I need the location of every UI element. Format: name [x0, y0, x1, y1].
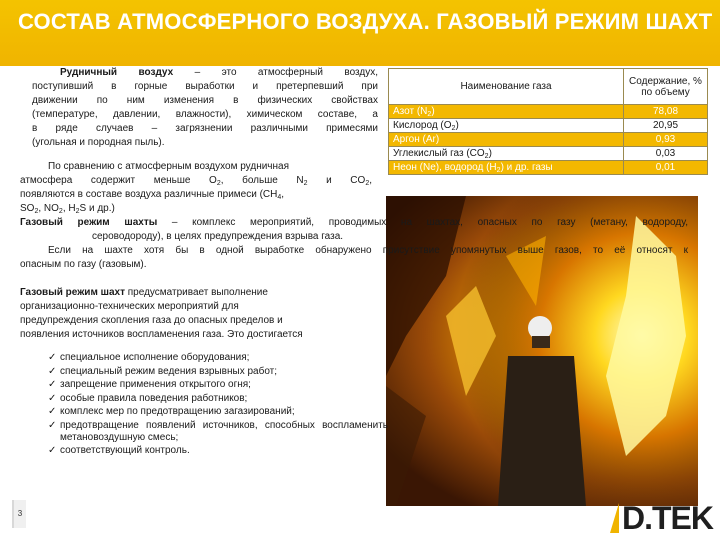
- intro-line-3: движении по ним изменения в физических свойствах: [32, 95, 378, 106]
- gas-name: Кислород $(O_2)$: [389, 119, 624, 133]
- intro-line-2: поступивший в горные выработки и претерпевший при: [32, 81, 378, 92]
- list-item: ✓ специальное исполнение оборудования;: [48, 352, 250, 363]
- regime-desc-term: Газовый режим шахт: [20, 287, 125, 298]
- table-row: [389, 105, 708, 119]
- intro-line-1: [32, 66, 378, 79]
- list-item: ✓ соответствующий контроль.: [48, 445, 190, 456]
- gas-value: 0,01: [624, 161, 708, 175]
- regime-desc-line-1: Газовый режим шахт предусматривает выполнение: [20, 287, 268, 298]
- intro-line-4: (температуре, давлении, влажности), химическом составе, а: [32, 109, 378, 120]
- list-item: ✓ специальный режим ведения взрывных работ;: [48, 365, 278, 377]
- gas-name: Азот $(N_2)$: [389, 105, 624, 119]
- gas-name: Углекислый газ $(CO_2)$: [389, 147, 624, 161]
- comparison-line-3: появляются в составе воздуха различные примеси ($CH_4$,: [20, 189, 285, 201]
- measures-checklist: [48, 352, 388, 459]
- comparison-line-2: атмосфера содержит меньше $O_2$, больше $N_2$ и $CO_2$,: [20, 175, 372, 187]
- gas-regime-line-3: Если на шахте хотя бы в одной выработке обнаружено присутствие упомянутых выше газов, то её относят к: [48, 245, 688, 256]
- list-item: ✓ комплекс мер по предотвращению загазирований;: [48, 406, 295, 417]
- check-icon: ✓: [48, 406, 57, 417]
- gas-composition-table: [388, 68, 708, 175]
- gas-name: Аргон (Ar): [389, 133, 624, 147]
- list-item: ✓ особые правила поведения работников;: [48, 392, 248, 404]
- table-row: [389, 161, 708, 175]
- gas-value: 78,08: [624, 105, 708, 119]
- check-icon: ✓: [48, 419, 57, 431]
- table-header-row: [389, 69, 708, 105]
- list-item: ✓ запрещение применения открытого огня;: [48, 379, 251, 390]
- gas-value: 0,93: [624, 133, 708, 147]
- gas-regime-line-2: сероводороду), в целях предупреждения взрыва газа.: [92, 231, 344, 242]
- gas-regime-term: Газовый режим шахты: [20, 217, 158, 228]
- gas-name: Неон (Ne), водород $(H_2)$ и др. газы: [389, 161, 624, 175]
- header-gas-name: Наименование газа: [389, 69, 624, 105]
- check-icon: ✓: [48, 445, 57, 456]
- gas-value: 20,95: [624, 119, 708, 133]
- table-row: [389, 147, 708, 161]
- logo-text: D.TEK: [622, 500, 713, 536]
- comparison-line-4: $SO_2$, $NO_2$, $H_2S$ и др.): [20, 203, 115, 215]
- table-row: [389, 119, 708, 133]
- logo-triangle-icon: [610, 503, 619, 533]
- regime-desc-line-4: появления источников воспламенения газа. Это достигается: [20, 329, 303, 340]
- miner-body: [498, 356, 586, 506]
- miner-head: [532, 336, 550, 348]
- gas-regime-line-4: опасным по газу (газовым).: [20, 259, 147, 270]
- check-icon: ✓: [48, 379, 57, 390]
- comparison-line-1: По сравнению с атмосферным воздухом рудничная: [48, 161, 290, 172]
- header-content-percent: Содержание, % по объему: [624, 69, 708, 105]
- page-number: 3: [12, 500, 26, 528]
- list-item: ✓ предотвращение появлений источников, способных воспламенить метановоздушную смесь;: [48, 419, 388, 443]
- page-title: СОСТАВ АТМОСФЕРНОГО ВОЗДУХА. ГАЗОВЫЙ РЕЖИМ ШАХТ: [18, 9, 713, 34]
- check-icon: ✓: [48, 392, 57, 404]
- table-row: [389, 133, 708, 147]
- intro-term: Рудничный воздух: [60, 67, 174, 78]
- gas-regime-line-1: Газовый режим шахты – комплекс мероприятий, проводимых на шахтах, опасных по газу (метану, водороду,: [20, 217, 688, 228]
- intro-line-1-text: – это атмосферный воздух,: [173, 67, 378, 78]
- regime-desc-line-3: предупреждения скопления газа до опасных пределов и: [20, 315, 283, 326]
- intro-line-5: в ряде случаев – загрязнении различными примесями: [32, 123, 378, 134]
- check-icon: ✓: [48, 352, 57, 363]
- check-icon: ✓: [48, 365, 57, 377]
- gas-value: 0,03: [624, 147, 708, 161]
- regime-desc-line-2: организационно-технических мероприятий для: [20, 301, 239, 312]
- company-logo: [610, 502, 713, 534]
- intro-line-6: (угольная и породная пыль).: [32, 137, 165, 148]
